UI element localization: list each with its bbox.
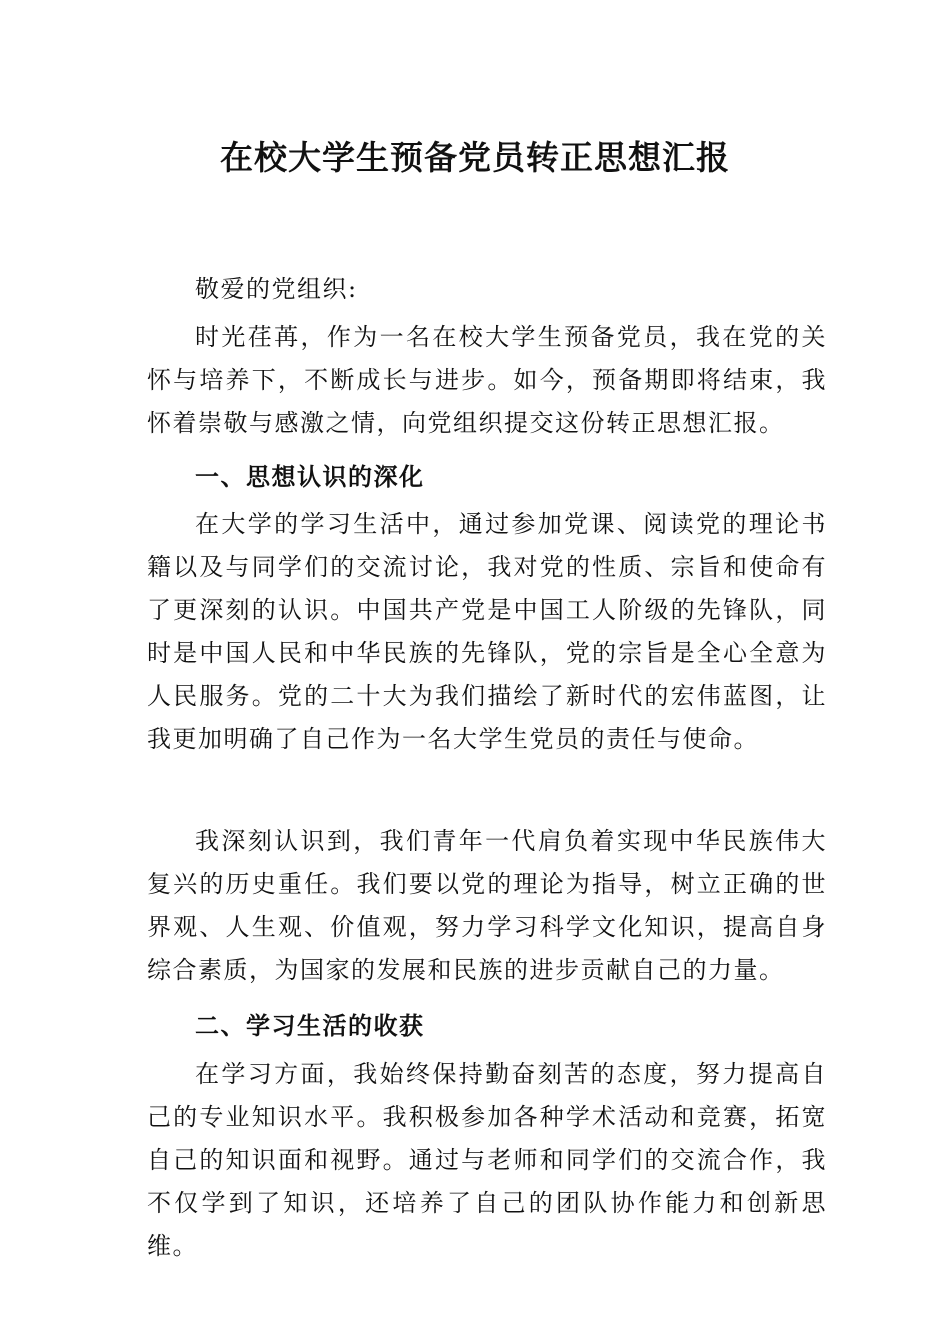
section2-para1-block bbox=[147, 1053, 827, 1268]
intro-block bbox=[147, 316, 827, 445]
section2-paragraph-1: 在学习方面，我始终保持勤奋刻苦的态度，努力提高自己的专业知识水平。我积极参加各种学术活动和竞赛，拓宽自己的知识面和视野。通过与老师和同学们的交流合作，我不仅学到了知识，还培养了自己的团队协作能力和创新思维。 bbox=[147, 1060, 827, 1260]
section-heading: 一、思想认识的深化 bbox=[195, 463, 425, 491]
document-title: 在校大学生预备党员转正思想汇报 bbox=[220, 138, 730, 177]
section1-paragraph-2: 我深刻认识到，我们青年一代肩负着实现中华民族伟大复兴的历史重任。我们要以党的理论为指导，树立正确的世界观、人生观、价值观，努力学习科学文化知识，提高自身综合素质，为国家的发展和民族的进步贡献自己的力量。 bbox=[147, 827, 827, 984]
section1-para1-block bbox=[147, 503, 853, 761]
intro-paragraph: 时光荏苒，作为一名在校大学生预备党员，我在党的关怀与培养下，不断成长与进步。如今，预备期即将结束，我怀着崇敬与感激之情，向党组织提交这份转正思想汇报。 bbox=[147, 323, 827, 437]
salutation: 敬爱的党组织: bbox=[195, 275, 358, 303]
salutation-block bbox=[147, 268, 827, 311]
section2-heading-block bbox=[147, 1005, 827, 1048]
section-heading: 二、学习生活的收获 bbox=[195, 1012, 425, 1040]
section1-para2-block bbox=[147, 820, 827, 992]
section1-heading-block bbox=[147, 456, 827, 499]
section1-paragraph-1: 在大学的学习生活中，通过参加党课、阅读党的理论书 籍以及与同学们的交流讨论，我对党的性质、宗旨和使命有 了更深刻的认识。中国共产党是中国工人阶级的先锋队，同 时是中国人民和中华民族的先锋队，党的宗旨是全心全意为 人民服务。党的二十大为我们描绘了新时代的宏伟蓝图，让 我更加明确了自己作为一名大学生党员的责任与使命。 bbox=[147, 510, 853, 753]
